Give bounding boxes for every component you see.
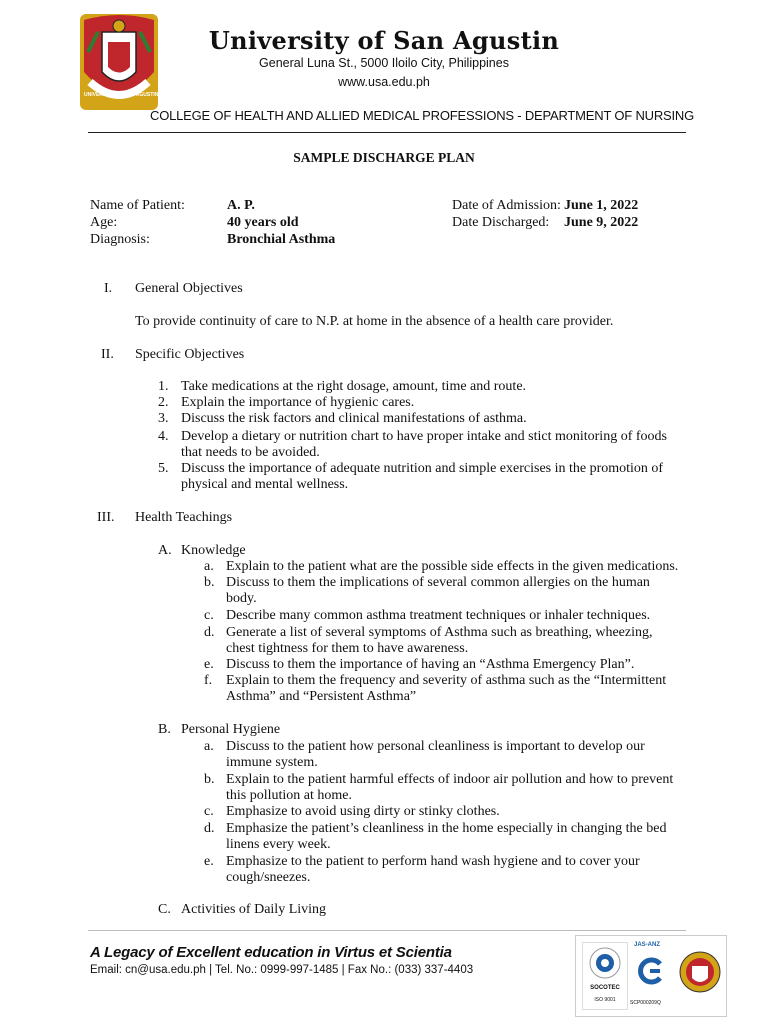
list-letter: f. xyxy=(204,673,213,688)
socotec-icon xyxy=(583,943,627,983)
footer-contact: Email: cn@usa.edu.ph | Tel. No.: 0999-997-1485 | Fax No.: (033) 337-4403 xyxy=(90,964,474,976)
diagnosis-value: Bronchial Asthma xyxy=(227,232,336,247)
footer-tagline: A Legacy of Excellent education in Virtus et Scientia xyxy=(90,944,452,961)
list-letter: e. xyxy=(204,854,214,869)
list-letter: c. xyxy=(204,608,214,623)
section-heading-general-objectives: General Objectives xyxy=(135,281,243,296)
discharged-label: Date Discharged: xyxy=(452,215,550,230)
section-heading-health-teachings: Health Teachings xyxy=(135,510,233,525)
list-item-continued: linens every week. xyxy=(226,837,331,852)
jas-anz-icon xyxy=(636,956,666,986)
list-item: Discuss to them the implications of several common allergies on the human xyxy=(226,575,650,590)
list-number: 3. xyxy=(158,411,169,426)
list-letter: e. xyxy=(204,657,214,672)
patient-age-value: 40 years old xyxy=(227,215,299,230)
jas-anz-label: JAS-ANZ xyxy=(634,942,661,948)
list-letter: a. xyxy=(204,559,214,574)
general-objective-text: To provide continuity of care to N.P. at home in the absence of a health care provider. xyxy=(135,314,614,329)
header-divider xyxy=(88,132,686,133)
list-item: Describe many common asthma treatment techniques or inhaler techniques. xyxy=(226,608,651,623)
list-item: Develop a dietary or nutrition chart to have proper intake and stict monitoring of foods xyxy=(181,429,667,444)
patient-name-value: A. P. xyxy=(227,198,255,213)
list-letter: b. xyxy=(204,772,215,787)
list-item: Discuss the risk factors and clinical manifestations of asthma. xyxy=(181,411,527,426)
university-address: General Luna St., 5000 Iloilo City, Philippines xyxy=(259,56,509,70)
list-item-continued: immune system. xyxy=(226,755,318,770)
list-letter: c. xyxy=(204,804,214,819)
list-item-continued: physical and mental wellness. xyxy=(181,477,349,492)
discharged-value: June 9, 2022 xyxy=(564,215,639,230)
university-website[interactable]: www.usa.edu.ph xyxy=(338,75,430,89)
list-item: Explain the importance of hygienic cares. xyxy=(181,395,415,410)
list-item: Emphasize to avoid using dirty or stinky clothes. xyxy=(226,804,500,819)
section-number: III. xyxy=(97,510,115,525)
diagnosis-label: Diagnosis: xyxy=(90,232,150,247)
list-item-continued: chest tightness for them to have awareness. xyxy=(226,641,469,656)
jas-anz-badge xyxy=(630,942,674,1008)
list-letter: b. xyxy=(204,575,215,590)
list-letter: d. xyxy=(204,625,215,640)
admission-label: Date of Admission: xyxy=(452,198,561,213)
list-number: 5. xyxy=(158,461,169,476)
patient-name-label: Name of Patient: xyxy=(90,198,185,213)
subsection-heading-personal-hygiene: Personal Hygiene xyxy=(181,722,281,737)
list-number: 2. xyxy=(158,395,169,410)
list-item: Generate a list of several symptoms of Asthma such as breathing, wheezing, xyxy=(226,625,653,640)
logo-text-left: UNIVERSITY xyxy=(84,92,115,98)
subsection-heading-knowledge: Knowledge xyxy=(181,543,246,558)
section-number: I. xyxy=(104,281,113,296)
list-letter: a. xyxy=(204,739,214,754)
list-item-continued: Asthma” and “Persistent Asthma” xyxy=(226,689,417,704)
list-number: 1. xyxy=(158,379,169,394)
list-item: Take medications at the right dosage, amount, time and route. xyxy=(181,379,527,394)
footer-divider xyxy=(88,930,686,931)
subsection-heading-activities-daily-living: Activities of Daily Living xyxy=(181,902,327,917)
logo-text-right: SAN AGUSTIN xyxy=(124,92,159,98)
socotec-iso-badge xyxy=(582,942,628,1010)
subsection-letter: B. xyxy=(158,722,171,737)
list-item-continued: cough/sneezes. xyxy=(226,870,311,885)
list-item: Emphasize the patient’s cleanliness in the home especially in changing the bed xyxy=(226,821,667,836)
section-number: II. xyxy=(101,347,114,362)
list-item: Discuss to the patient how personal cleanliness is important to develop our xyxy=(226,739,645,754)
list-item: Discuss the importance of adequate nutrition and simple exercises in the promotion of xyxy=(181,461,664,476)
list-item-continued: this pollution at home. xyxy=(226,788,352,803)
list-item: Discuss to them the importance of having an “Asthma Emergency Plan”. xyxy=(226,657,635,672)
university-name: University of San Agustin xyxy=(208,26,560,55)
list-item-continued: that needs to be avoided. xyxy=(181,445,320,460)
list-item-continued: body. xyxy=(226,591,257,606)
college-department: COLLEGE OF HEALTH AND ALLIED MEDICAL PROFESSIONS - DEPARTMENT OF NURSING xyxy=(150,108,694,123)
cert-code: SCP000209Q xyxy=(630,1000,661,1006)
subsection-letter: C. xyxy=(158,902,171,917)
section-heading-specific-objectives: Specific Objectives xyxy=(135,347,245,362)
socotec-label: SOCOTEC xyxy=(590,985,620,991)
subsection-letter: A. xyxy=(158,543,172,558)
admission-value: June 1, 2022 xyxy=(564,198,639,213)
list-letter: d. xyxy=(204,821,215,836)
university-seal-icon xyxy=(678,950,722,999)
certification-badges xyxy=(575,935,727,1017)
patient-age-label: Age: xyxy=(90,215,118,230)
list-item: Explain to the patient what are the possible side effects in the given medications. xyxy=(226,559,679,574)
list-item: Explain to them the frequency and severity of asthma such as the “Intermittent xyxy=(226,673,667,688)
list-item: Explain to the patient harmful effects of indoor air pollution and how to prevent xyxy=(226,772,674,787)
list-item: Emphasize to the patient to perform hand wash hygiene and to cover your xyxy=(226,854,640,869)
document-title: SAMPLE DISCHARGE PLAN xyxy=(293,150,475,165)
iso-label: ISO 9001 xyxy=(594,997,616,1003)
list-number: 4. xyxy=(158,429,169,444)
